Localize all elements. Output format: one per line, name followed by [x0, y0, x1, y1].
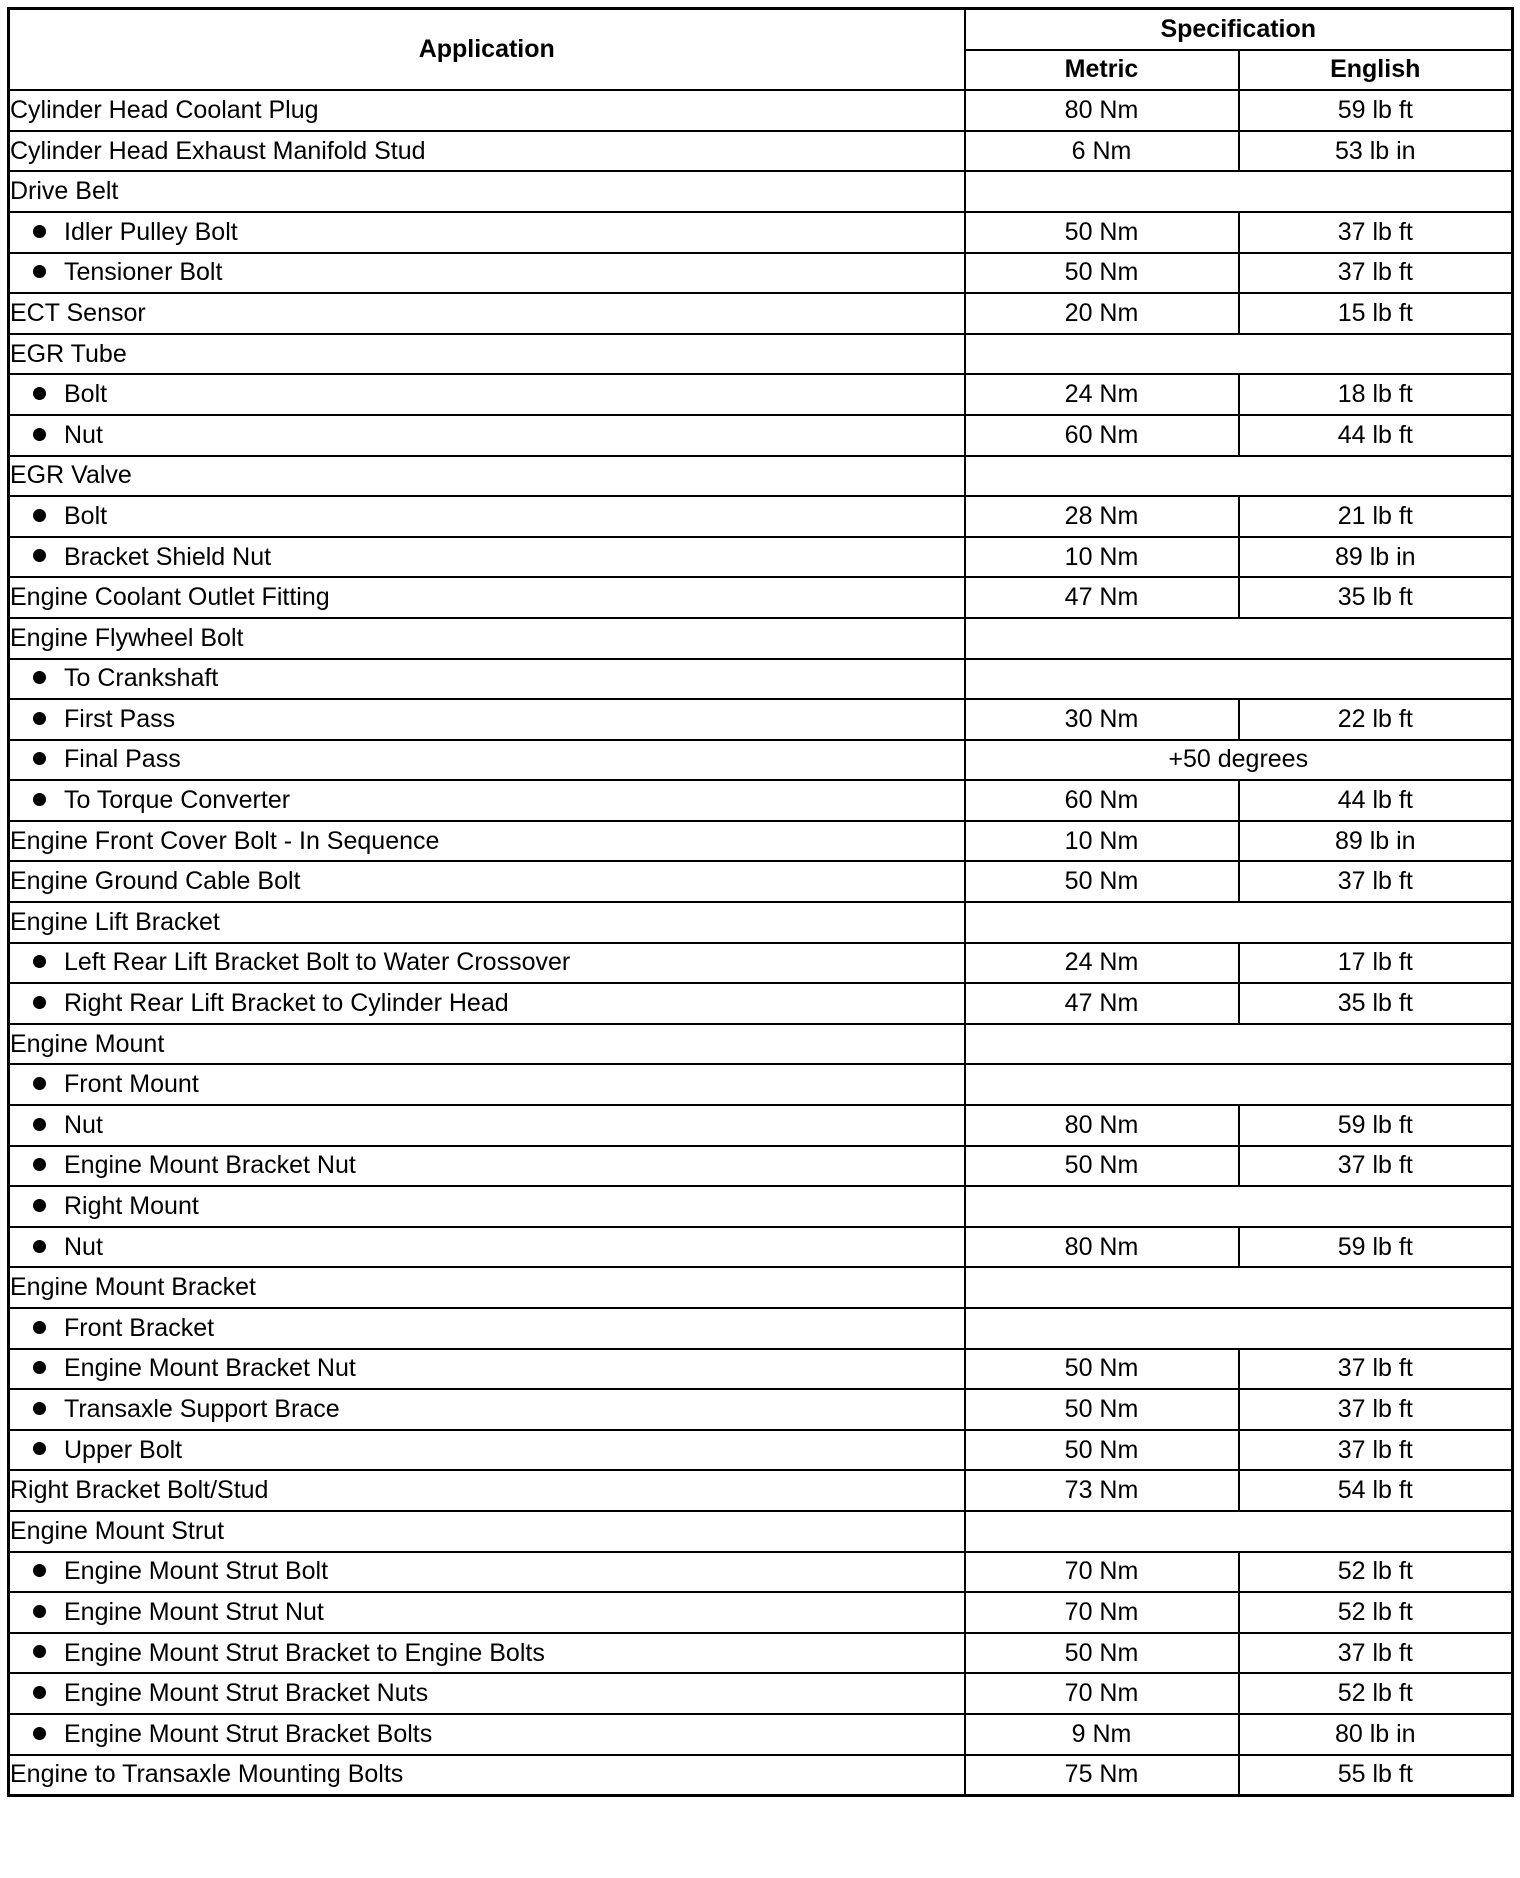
metric-value-cell: 50 Nm	[965, 861, 1239, 902]
english-column-header: English	[1239, 50, 1513, 91]
english-value-cell: 89 lb in	[1239, 821, 1513, 862]
application-label: Engine Mount Strut	[10, 1516, 225, 1545]
table-row	[9, 618, 1513, 659]
application-label: Engine Mount Strut Bracket to Engine Bolts	[64, 1638, 545, 1667]
application-label: Engine to Transaxle Mounting Bolts	[10, 1760, 404, 1789]
english-value-cell: 59 lb ft	[1239, 1105, 1513, 1146]
application-cell	[9, 212, 965, 253]
table-row	[9, 577, 1513, 618]
application-label: Cylinder Head Exhaust Manifold Stud	[10, 136, 426, 165]
application-label: Engine Mount Bracket Nut	[64, 1151, 356, 1180]
application-label: Engine Mount Strut Bolt	[64, 1557, 329, 1586]
table-row	[9, 537, 1513, 578]
table-row	[9, 1389, 1513, 1430]
application-cell	[9, 1146, 965, 1187]
application-label: Engine Mount Strut Bracket Nuts	[64, 1679, 429, 1708]
table-row	[9, 1105, 1513, 1146]
bullet-icon	[33, 1118, 46, 1131]
metric-value-cell: 50 Nm	[965, 1389, 1239, 1430]
metric-value-cell: 50 Nm	[965, 1633, 1239, 1674]
table-row	[9, 740, 1513, 781]
table-row	[9, 415, 1513, 456]
bullet-icon	[33, 1645, 46, 1658]
table-row	[9, 1349, 1513, 1390]
empty-spec-cell	[965, 1186, 1513, 1227]
english-value-cell: 37 lb ft	[1239, 861, 1513, 902]
application-cell	[9, 902, 965, 943]
application-label: Bolt	[64, 501, 108, 530]
application-label: Engine Ground Cable Bolt	[10, 867, 301, 896]
application-cell	[9, 821, 965, 862]
bullet-icon	[33, 1240, 46, 1253]
table-row	[9, 1227, 1513, 1268]
application-cell	[9, 496, 965, 537]
bullet-icon	[33, 549, 46, 562]
metric-value-cell: 10 Nm	[965, 821, 1239, 862]
application-label: Tensioner Bolt	[64, 258, 223, 287]
table-row	[9, 253, 1513, 294]
table-row	[9, 1633, 1513, 1674]
metric-value-cell: 9 Nm	[965, 1714, 1239, 1755]
application-label: Right Mount	[64, 1192, 199, 1221]
bullet-icon	[33, 1686, 46, 1699]
application-label: Engine Front Cover Bolt - In Sequence	[10, 826, 440, 855]
table-row	[9, 1024, 1513, 1065]
english-value-cell: 37 lb ft	[1239, 1389, 1513, 1430]
english-value-cell: 80 lb in	[1239, 1714, 1513, 1755]
application-cell	[9, 293, 965, 334]
empty-spec-cell	[965, 171, 1513, 212]
application-cell	[9, 1186, 965, 1227]
metric-value-cell: 50 Nm	[965, 1146, 1239, 1187]
english-value-cell: 18 lb ft	[1239, 374, 1513, 415]
metric-value-cell: 70 Nm	[965, 1592, 1239, 1633]
metric-value-cell: 47 Nm	[965, 983, 1239, 1024]
application-cell	[9, 943, 965, 984]
application-cell	[9, 415, 965, 456]
application-label: To Crankshaft	[64, 664, 219, 693]
application-label: Engine Mount Bracket	[10, 1273, 256, 1302]
bullet-icon	[33, 1158, 46, 1171]
application-label: Engine Mount Strut Bracket Bolts	[64, 1719, 433, 1748]
fastener-torque-spec-table	[7, 7, 1514, 1797]
application-label: Drive Belt	[10, 177, 119, 206]
application-cell	[9, 699, 965, 740]
empty-spec-cell	[965, 1267, 1513, 1308]
bullet-icon	[33, 793, 46, 806]
bullet-icon	[33, 387, 46, 400]
application-label: Right Rear Lift Bracket to Cylinder Head	[64, 989, 509, 1018]
application-cell	[9, 334, 965, 375]
english-value-cell: 59 lb ft	[1239, 1227, 1513, 1268]
metric-value-cell: 70 Nm	[965, 1673, 1239, 1714]
bullet-icon	[33, 1361, 46, 1374]
empty-spec-cell	[965, 1308, 1513, 1349]
empty-spec-cell	[965, 659, 1513, 700]
application-label: Idler Pulley Bolt	[64, 217, 238, 246]
english-value-cell: 59 lb ft	[1239, 90, 1513, 131]
table-row	[9, 1186, 1513, 1227]
metric-value-cell: 50 Nm	[965, 1430, 1239, 1471]
bullet-icon	[33, 1402, 46, 1415]
bullet-icon	[33, 1199, 46, 1212]
bullet-icon	[33, 509, 46, 522]
table-row	[9, 1430, 1513, 1471]
table-row	[9, 496, 1513, 537]
table-row	[9, 1755, 1513, 1796]
metric-value-cell: 60 Nm	[965, 780, 1239, 821]
table-row	[9, 334, 1513, 375]
english-value-cell: 35 lb ft	[1239, 983, 1513, 1024]
english-value-cell: 52 lb ft	[1239, 1592, 1513, 1633]
application-label: Nut	[64, 420, 103, 449]
bullet-icon	[33, 955, 46, 968]
application-cell	[9, 537, 965, 578]
bullet-icon	[33, 265, 46, 278]
table-body	[9, 90, 1513, 1795]
english-value-cell: 17 lb ft	[1239, 943, 1513, 984]
application-cell	[9, 253, 965, 294]
table-row	[9, 1308, 1513, 1349]
metric-value-cell: 75 Nm	[965, 1755, 1239, 1796]
table-row	[9, 212, 1513, 253]
application-cell	[9, 374, 965, 415]
empty-spec-cell	[965, 334, 1513, 375]
application-cell	[9, 1552, 965, 1593]
application-label: Front Bracket	[64, 1313, 215, 1342]
english-value-cell: 37 lb ft	[1239, 1349, 1513, 1390]
application-cell	[9, 1389, 965, 1430]
bullet-icon	[33, 1321, 46, 1334]
metric-value-cell: 24 Nm	[965, 943, 1239, 984]
english-value-cell: 37 lb ft	[1239, 1633, 1513, 1674]
bullet-icon	[33, 1077, 46, 1090]
application-label: Transaxle Support Brace	[64, 1394, 340, 1423]
bullet-icon	[33, 225, 46, 238]
application-cell	[9, 456, 965, 497]
english-value-cell: 21 lb ft	[1239, 496, 1513, 537]
metric-value-cell: 50 Nm	[965, 1349, 1239, 1390]
english-value-cell: 44 lb ft	[1239, 415, 1513, 456]
metric-value-cell: 24 Nm	[965, 374, 1239, 415]
english-value-cell: 37 lb ft	[1239, 212, 1513, 253]
metric-value-cell: 60 Nm	[965, 415, 1239, 456]
application-cell	[9, 90, 965, 131]
application-cell	[9, 1430, 965, 1471]
application-label: Engine Flywheel Bolt	[10, 623, 244, 652]
table-row	[9, 1673, 1513, 1714]
application-label: To Torque Converter	[64, 786, 291, 815]
application-cell	[9, 659, 965, 700]
english-value-cell: 22 lb ft	[1239, 699, 1513, 740]
application-label: Front Mount	[64, 1070, 199, 1099]
application-cell	[9, 1755, 965, 1796]
table-row	[9, 293, 1513, 334]
metric-value-cell: 73 Nm	[965, 1470, 1239, 1511]
table-row	[9, 983, 1513, 1024]
empty-spec-cell	[965, 618, 1513, 659]
application-cell	[9, 577, 965, 618]
metric-column-header: Metric	[965, 50, 1239, 91]
table-row	[9, 1552, 1513, 1593]
spec-span-cell: +50 degrees	[965, 740, 1513, 781]
application-cell	[9, 1673, 965, 1714]
application-label: EGR Valve	[10, 461, 132, 490]
empty-spec-cell	[965, 1064, 1513, 1105]
application-cell	[9, 1633, 965, 1674]
application-label: Bracket Shield Nut	[64, 542, 272, 571]
application-cell	[9, 1227, 965, 1268]
english-value-cell: 35 lb ft	[1239, 577, 1513, 618]
application-cell	[9, 618, 965, 659]
application-label: Engine Mount Bracket Nut	[64, 1354, 356, 1383]
empty-spec-cell	[965, 1511, 1513, 1552]
bullet-icon	[33, 1727, 46, 1740]
application-label: Nut	[64, 1110, 103, 1139]
application-label: Engine Mount Strut Nut	[64, 1597, 324, 1626]
bullet-icon	[33, 1442, 46, 1455]
application-label: Bolt	[64, 380, 108, 409]
metric-value-cell: 20 Nm	[965, 293, 1239, 334]
application-cell	[9, 1592, 965, 1633]
bullet-icon	[33, 671, 46, 684]
application-cell	[9, 1064, 965, 1105]
table-row	[9, 1592, 1513, 1633]
application-label: Engine Mount	[10, 1029, 165, 1058]
english-value-cell: 55 lb ft	[1239, 1755, 1513, 1796]
empty-spec-cell	[965, 456, 1513, 497]
metric-value-cell: 6 Nm	[965, 131, 1239, 172]
english-value-cell: 54 lb ft	[1239, 1470, 1513, 1511]
application-cell	[9, 1470, 965, 1511]
bullet-icon	[33, 996, 46, 1009]
empty-spec-cell	[965, 1024, 1513, 1065]
bullet-icon	[33, 752, 46, 765]
metric-value-cell: 30 Nm	[965, 699, 1239, 740]
english-value-cell: 44 lb ft	[1239, 780, 1513, 821]
table-row	[9, 1470, 1513, 1511]
table-row	[9, 374, 1513, 415]
application-cell	[9, 1714, 965, 1755]
application-label: Engine Coolant Outlet Fitting	[10, 583, 330, 612]
table-row	[9, 659, 1513, 700]
application-label: Right Bracket Bolt/Stud	[10, 1476, 269, 1505]
english-value-cell: 15 lb ft	[1239, 293, 1513, 334]
application-label: Final Pass	[64, 745, 181, 774]
application-cell	[9, 740, 965, 781]
table-row	[9, 780, 1513, 821]
metric-value-cell: 28 Nm	[965, 496, 1239, 537]
bullet-icon	[33, 1605, 46, 1618]
specification-column-header: Specification	[965, 9, 1513, 50]
application-column-header: Application	[9, 9, 965, 91]
application-label: EGR Tube	[10, 339, 127, 368]
application-cell	[9, 983, 965, 1024]
metric-value-cell: 80 Nm	[965, 1105, 1239, 1146]
table-row	[9, 861, 1513, 902]
table-row	[9, 1511, 1513, 1552]
english-value-cell: 52 lb ft	[1239, 1552, 1513, 1593]
application-cell	[9, 131, 965, 172]
table-row	[9, 1064, 1513, 1105]
metric-value-cell: 80 Nm	[965, 1227, 1239, 1268]
table-row	[9, 821, 1513, 862]
english-value-cell: 37 lb ft	[1239, 253, 1513, 294]
application-label: Left Rear Lift Bracket Bolt to Water Crossover	[64, 948, 571, 977]
table-header	[9, 9, 1513, 91]
english-value-cell: 53 lb in	[1239, 131, 1513, 172]
table-row	[9, 902, 1513, 943]
bullet-icon	[33, 428, 46, 441]
table-row	[9, 171, 1513, 212]
metric-value-cell: 80 Nm	[965, 90, 1239, 131]
table-row	[9, 699, 1513, 740]
application-cell	[9, 1511, 965, 1552]
bullet-icon	[33, 712, 46, 725]
application-cell	[9, 1308, 965, 1349]
table-row	[9, 943, 1513, 984]
metric-value-cell: 70 Nm	[965, 1552, 1239, 1593]
application-cell	[9, 861, 965, 902]
application-label: Engine Lift Bracket	[10, 907, 220, 936]
application-cell	[9, 780, 965, 821]
english-value-cell: 37 lb ft	[1239, 1146, 1513, 1187]
metric-value-cell: 50 Nm	[965, 212, 1239, 253]
table-row	[9, 1267, 1513, 1308]
table-row	[9, 131, 1513, 172]
table-row	[9, 1714, 1513, 1755]
application-label: Cylinder Head Coolant Plug	[10, 95, 319, 124]
application-cell	[9, 1105, 965, 1146]
bullet-icon	[33, 1564, 46, 1577]
application-cell	[9, 1267, 965, 1308]
application-cell	[9, 171, 965, 212]
english-value-cell: 37 lb ft	[1239, 1430, 1513, 1471]
application-label: Upper Bolt	[64, 1435, 183, 1464]
application-label: Nut	[64, 1232, 103, 1261]
table-row	[9, 456, 1513, 497]
table-row	[9, 90, 1513, 131]
metric-value-cell: 50 Nm	[965, 253, 1239, 294]
empty-spec-cell	[965, 902, 1513, 943]
header-row-top	[9, 9, 1513, 50]
application-label: ECT Sensor	[10, 298, 146, 327]
application-cell	[9, 1024, 965, 1065]
table-row	[9, 1146, 1513, 1187]
metric-value-cell: 10 Nm	[965, 537, 1239, 578]
application-cell	[9, 1349, 965, 1390]
application-label: First Pass	[64, 704, 176, 733]
english-value-cell: 89 lb in	[1239, 537, 1513, 578]
english-value-cell: 52 lb ft	[1239, 1673, 1513, 1714]
metric-value-cell: 47 Nm	[965, 577, 1239, 618]
